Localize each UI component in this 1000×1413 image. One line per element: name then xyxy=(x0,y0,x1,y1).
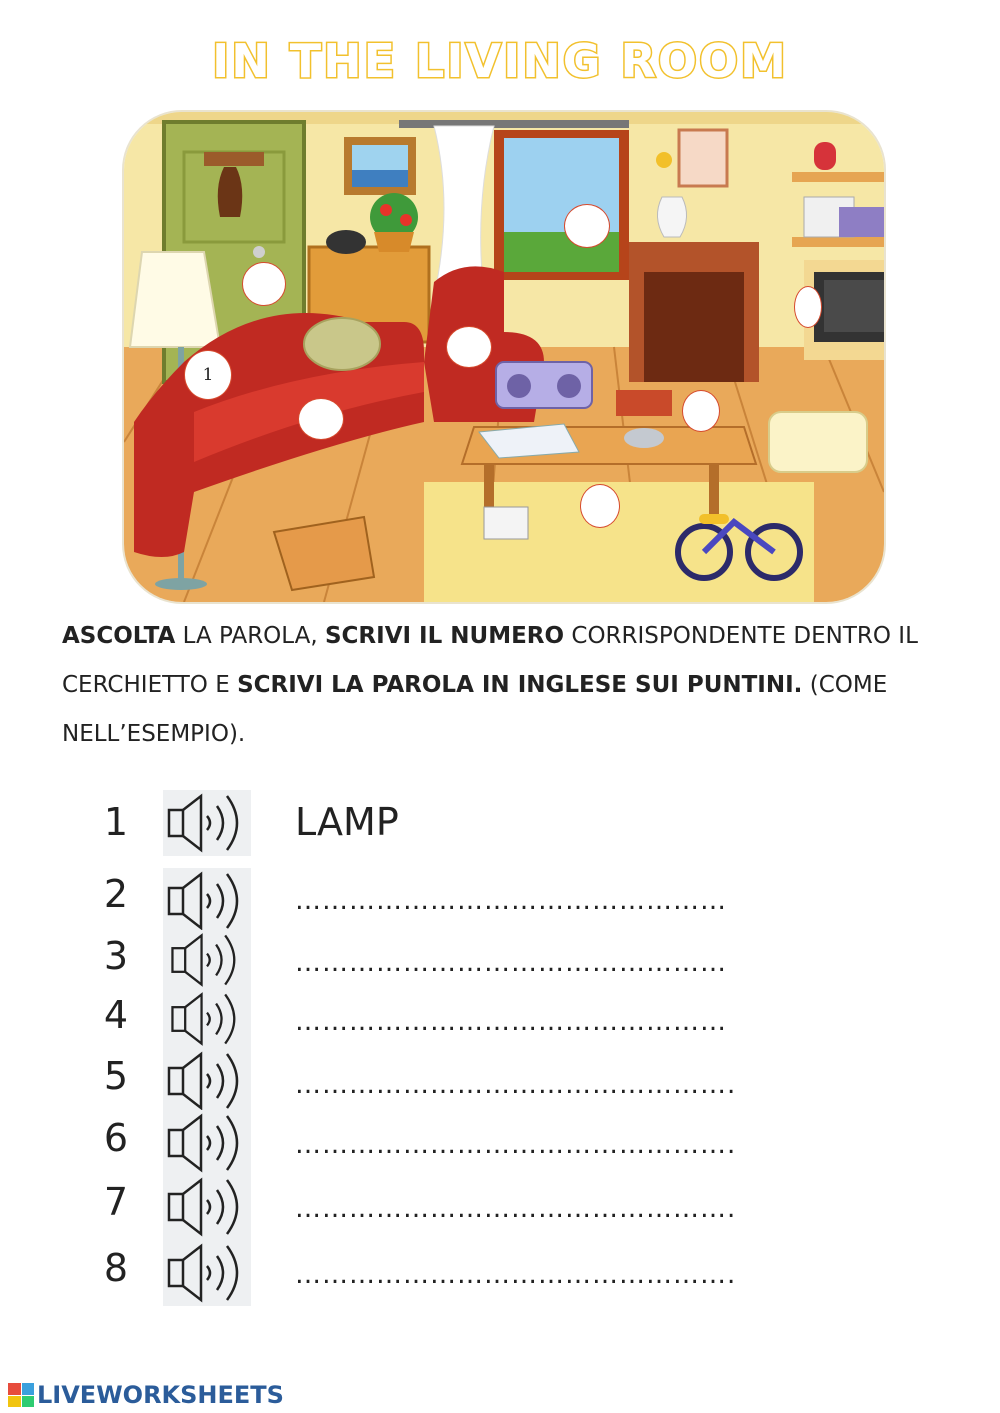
living-room-drawing xyxy=(124,112,884,602)
liveworksheets-brand[interactable] xyxy=(8,1380,284,1410)
speaker-icon[interactable] xyxy=(163,1174,251,1240)
speaker-icon[interactable] xyxy=(163,989,251,1049)
row-number: 4 xyxy=(103,993,129,1037)
answer-row-4 xyxy=(0,989,1000,1051)
answer-circle-window[interactable] xyxy=(564,204,610,248)
row-number: 7 xyxy=(103,1180,129,1224)
living-room-illustration xyxy=(122,110,886,604)
speaker-icon[interactable] xyxy=(163,790,251,856)
instructions-text xyxy=(62,612,962,759)
row-number: 3 xyxy=(103,934,129,978)
instruction-bold-1: ASCOLTA xyxy=(62,623,176,649)
worksheet-title: IN THE LIVING ROOM xyxy=(212,34,788,88)
speaker-icon[interactable] xyxy=(163,868,251,934)
answer-row-3 xyxy=(0,930,1000,992)
answer-input[interactable]: …………………………………………. xyxy=(295,1070,737,1100)
answer-input[interactable]: ………………………………………… xyxy=(295,948,727,978)
answer-row-8 xyxy=(0,1240,1000,1302)
row-number: 2 xyxy=(103,872,129,916)
row-number: 8 xyxy=(103,1246,129,1290)
instruction-bold-5: SCRIVI LA PAROLA IN INGLESE SUI PUNTINI. xyxy=(237,672,803,698)
instruction-text-6: (COME NELL’ESEMPIO). xyxy=(62,672,888,747)
speaker-icon[interactable] xyxy=(163,1110,251,1176)
answer-input[interactable]: …………………………………………. xyxy=(295,1260,737,1290)
answer-row-1 xyxy=(0,790,1000,852)
answer-input[interactable]: ………………………………………… xyxy=(295,1007,727,1037)
answer-row-7 xyxy=(0,1174,1000,1236)
answer-circle-example[interactable]: 1 xyxy=(184,350,232,400)
instruction-text-2: LA PAROLA, xyxy=(175,623,325,649)
speaker-icon[interactable] xyxy=(163,1048,251,1114)
answer-circle-rug[interactable] xyxy=(580,484,620,528)
brand-name: LIVEWORKSHEETS xyxy=(37,1381,284,1409)
answer-input[interactable]: ………………………………………… xyxy=(295,886,727,916)
answer-input[interactable]: …………………………………………. xyxy=(295,1130,737,1160)
answer-input[interactable]: …………………………………………. xyxy=(295,1194,737,1224)
answer-row-6 xyxy=(0,1110,1000,1172)
answer-row-5 xyxy=(0,1048,1000,1110)
answer-circle-door[interactable] xyxy=(242,262,286,306)
liveworksheets-logo-icon xyxy=(8,1383,34,1407)
answer-circle-armchair[interactable] xyxy=(446,326,492,368)
speaker-icon[interactable] xyxy=(163,930,251,990)
speaker-icon[interactable] xyxy=(163,1240,251,1306)
instruction-text-4: CORRISPONDENTE DENTRO IL CERCHIETTO E xyxy=(62,623,918,698)
instruction-bold-3: SCRIVI IL NUMERO xyxy=(324,623,565,649)
example-answer: LAMP xyxy=(295,800,399,844)
answer-circle-tv[interactable] xyxy=(794,286,822,328)
row-number: 5 xyxy=(103,1054,129,1098)
answer-circle-sofa[interactable] xyxy=(298,398,344,440)
answer-circle-book[interactable] xyxy=(682,390,720,432)
answer-row-2 xyxy=(0,868,1000,930)
row-number: 6 xyxy=(103,1116,129,1160)
row-number: 1 xyxy=(103,800,129,844)
